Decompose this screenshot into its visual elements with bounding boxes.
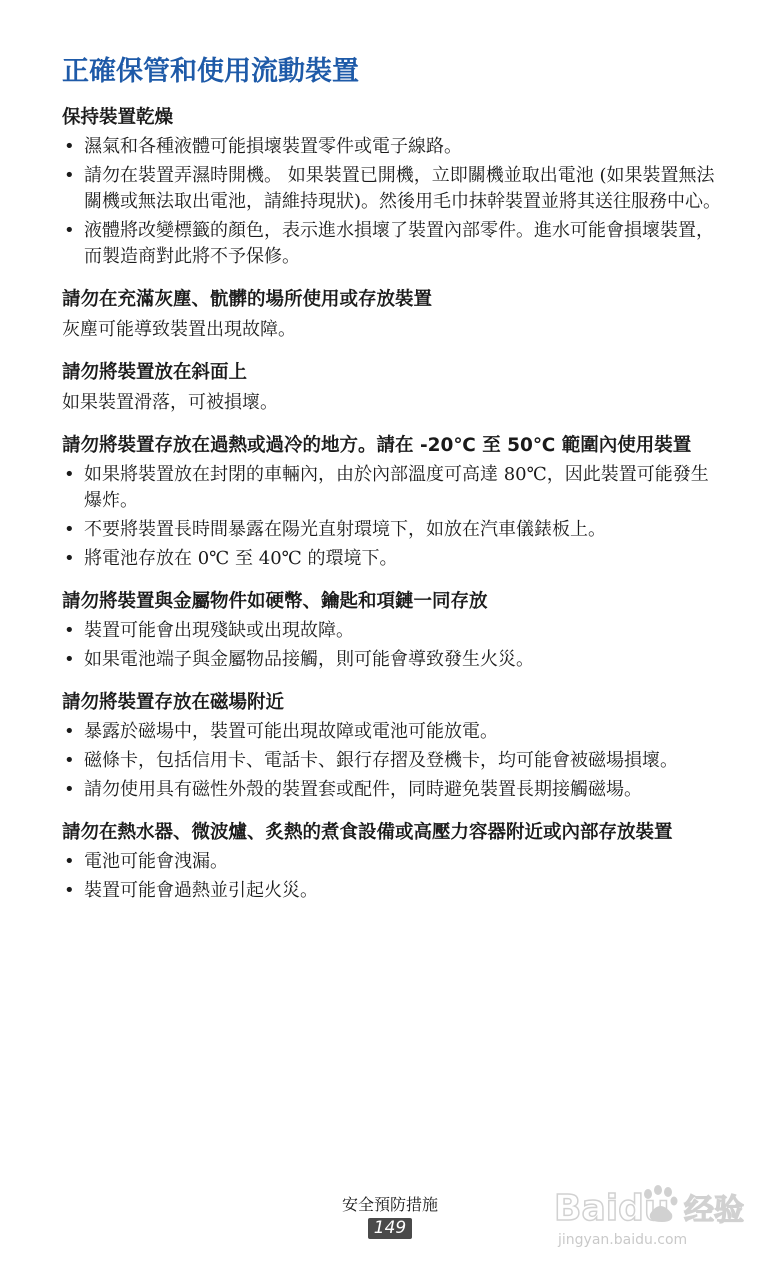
list-item-text: 裝置可能會出現殘缺或出現故障。 — [84, 620, 354, 641]
watermark-url: jingyan.baidu.com — [558, 1232, 688, 1248]
list-item-text: 裝置可能會過熱並引起火災。 — [84, 880, 318, 901]
section-heading: 請勿將裝置存放在磁場附近 — [62, 692, 285, 713]
list-item-text: 液體將改變標籤的顏色，表示進水損壞了裝置內部零件。進水可能會損壞裝置，而製造商對此將不予保修。 — [84, 220, 714, 267]
bullet-list — [62, 618, 722, 673]
section-heading: 請勿將裝置存放在過熱或過冷的地方。請在 -20℃ 至 50℃ 範圍內使用裝置 — [62, 435, 692, 456]
bullet-dot-icon: • — [64, 779, 75, 800]
bullet-dot-icon: • — [64, 620, 75, 641]
bullet-dot-icon: • — [64, 750, 75, 771]
bullet-dot-icon: • — [64, 136, 75, 157]
list-item — [62, 618, 722, 644]
list-item-text: 磁條卡，包括信用卡、電話卡、銀行存摺及登機卡，均可能會被磁場損壞。 — [84, 750, 678, 771]
sections-container — [62, 104, 722, 904]
baidu-logo-icon — [552, 1178, 762, 1238]
list-item-text: 將電池存放在 0℃ 至 40℃ 的環境下。 — [84, 548, 398, 569]
section — [62, 286, 722, 343]
section-heading: 請勿將裝置放在斜面上 — [62, 362, 248, 383]
section — [62, 432, 722, 572]
bullet-dot-icon: • — [64, 851, 75, 872]
bullet-list — [62, 134, 722, 270]
bullet-dot-icon: • — [64, 548, 75, 569]
bullet-list — [62, 849, 722, 904]
section — [62, 689, 722, 803]
section-heading: 請勿在熱水器、微波爐、炙熱的煮食設備或高壓力容器附近或內部存放裝置 — [62, 822, 673, 843]
watermark-cn-text: 经验 — [684, 1193, 744, 1228]
list-item — [62, 134, 722, 160]
bullet-dot-icon: • — [64, 220, 75, 241]
list-item-text: 請勿在裝置弄濕時開機。 如果裝置已開機，立即關機並取出電池 (如果裝置無法關機或無法取出電池，請維持現狀)。然後用毛巾抹幹裝置並將其送往服務中心。 — [84, 165, 722, 212]
section — [62, 104, 722, 270]
list-item — [62, 748, 722, 774]
list-item — [62, 878, 722, 904]
list-item-text: 不要將裝置長時間暴露在陽光直射環境下，如放在汽車儀錶板上。 — [84, 519, 606, 540]
section-heading: 保持裝置乾燥 — [62, 107, 174, 128]
bullet-list — [62, 719, 722, 803]
bullet-list — [62, 462, 722, 572]
list-item — [62, 647, 722, 673]
page-number: 149 — [368, 1218, 412, 1239]
list-item — [62, 163, 722, 215]
list-item — [62, 849, 722, 875]
section-heading: 請勿將裝置與金屬物件如硬幣、鑰匙和項鏈一同存放 — [62, 591, 488, 612]
list-item-text: 請勿使用具有磁性外殼的裝置套或配件，同時避免裝置長期接觸磁場。 — [84, 779, 642, 800]
list-item — [62, 546, 722, 572]
list-item — [62, 719, 722, 745]
list-item-text: 如果電池端子與金屬物品接觸，則可能會導致發生火災。 — [84, 649, 534, 670]
list-item-text: 電池可能會洩漏。 — [84, 851, 228, 872]
bullet-dot-icon: • — [64, 721, 75, 742]
section-heading: 請勿在充滿灰塵、骯髒的場所使用或存放裝置 — [62, 289, 433, 310]
section — [62, 819, 722, 904]
list-item-text: 如果將裝置放在封閉的車輛內，由於內部溫度可高達 80℃，因此裝置可能發生爆炸。 — [84, 464, 709, 511]
bullet-dot-icon: • — [64, 165, 75, 186]
list-item-text: 濕氣和各種液體可能損壞裝置零件或電子線路。 — [84, 136, 462, 157]
bullet-dot-icon: • — [64, 880, 75, 901]
list-item — [62, 218, 722, 270]
list-item — [62, 462, 722, 514]
baidu-watermark — [552, 1160, 762, 1260]
page-title: 正確保管和使用流動裝置 — [62, 56, 359, 87]
list-item — [62, 777, 722, 803]
list-item — [62, 517, 722, 543]
bullet-dot-icon: • — [64, 649, 75, 670]
bullet-dot-icon: • — [64, 519, 75, 540]
document-page — [62, 52, 722, 920]
section-text: 灰塵可能導致裝置出現故障。 — [62, 319, 296, 340]
list-item-text: 暴露於磁場中，裝置可能出現故障或電池可能放電。 — [84, 721, 498, 742]
section — [62, 588, 722, 673]
watermark-logo-text: Baidu — [554, 1188, 670, 1229]
footer-section-name: 安全預防措施 — [341, 1195, 438, 1214]
bullet-dot-icon: • — [64, 464, 75, 485]
section — [62, 359, 722, 416]
section-text: 如果裝置滑落，可被損壞。 — [62, 392, 278, 413]
